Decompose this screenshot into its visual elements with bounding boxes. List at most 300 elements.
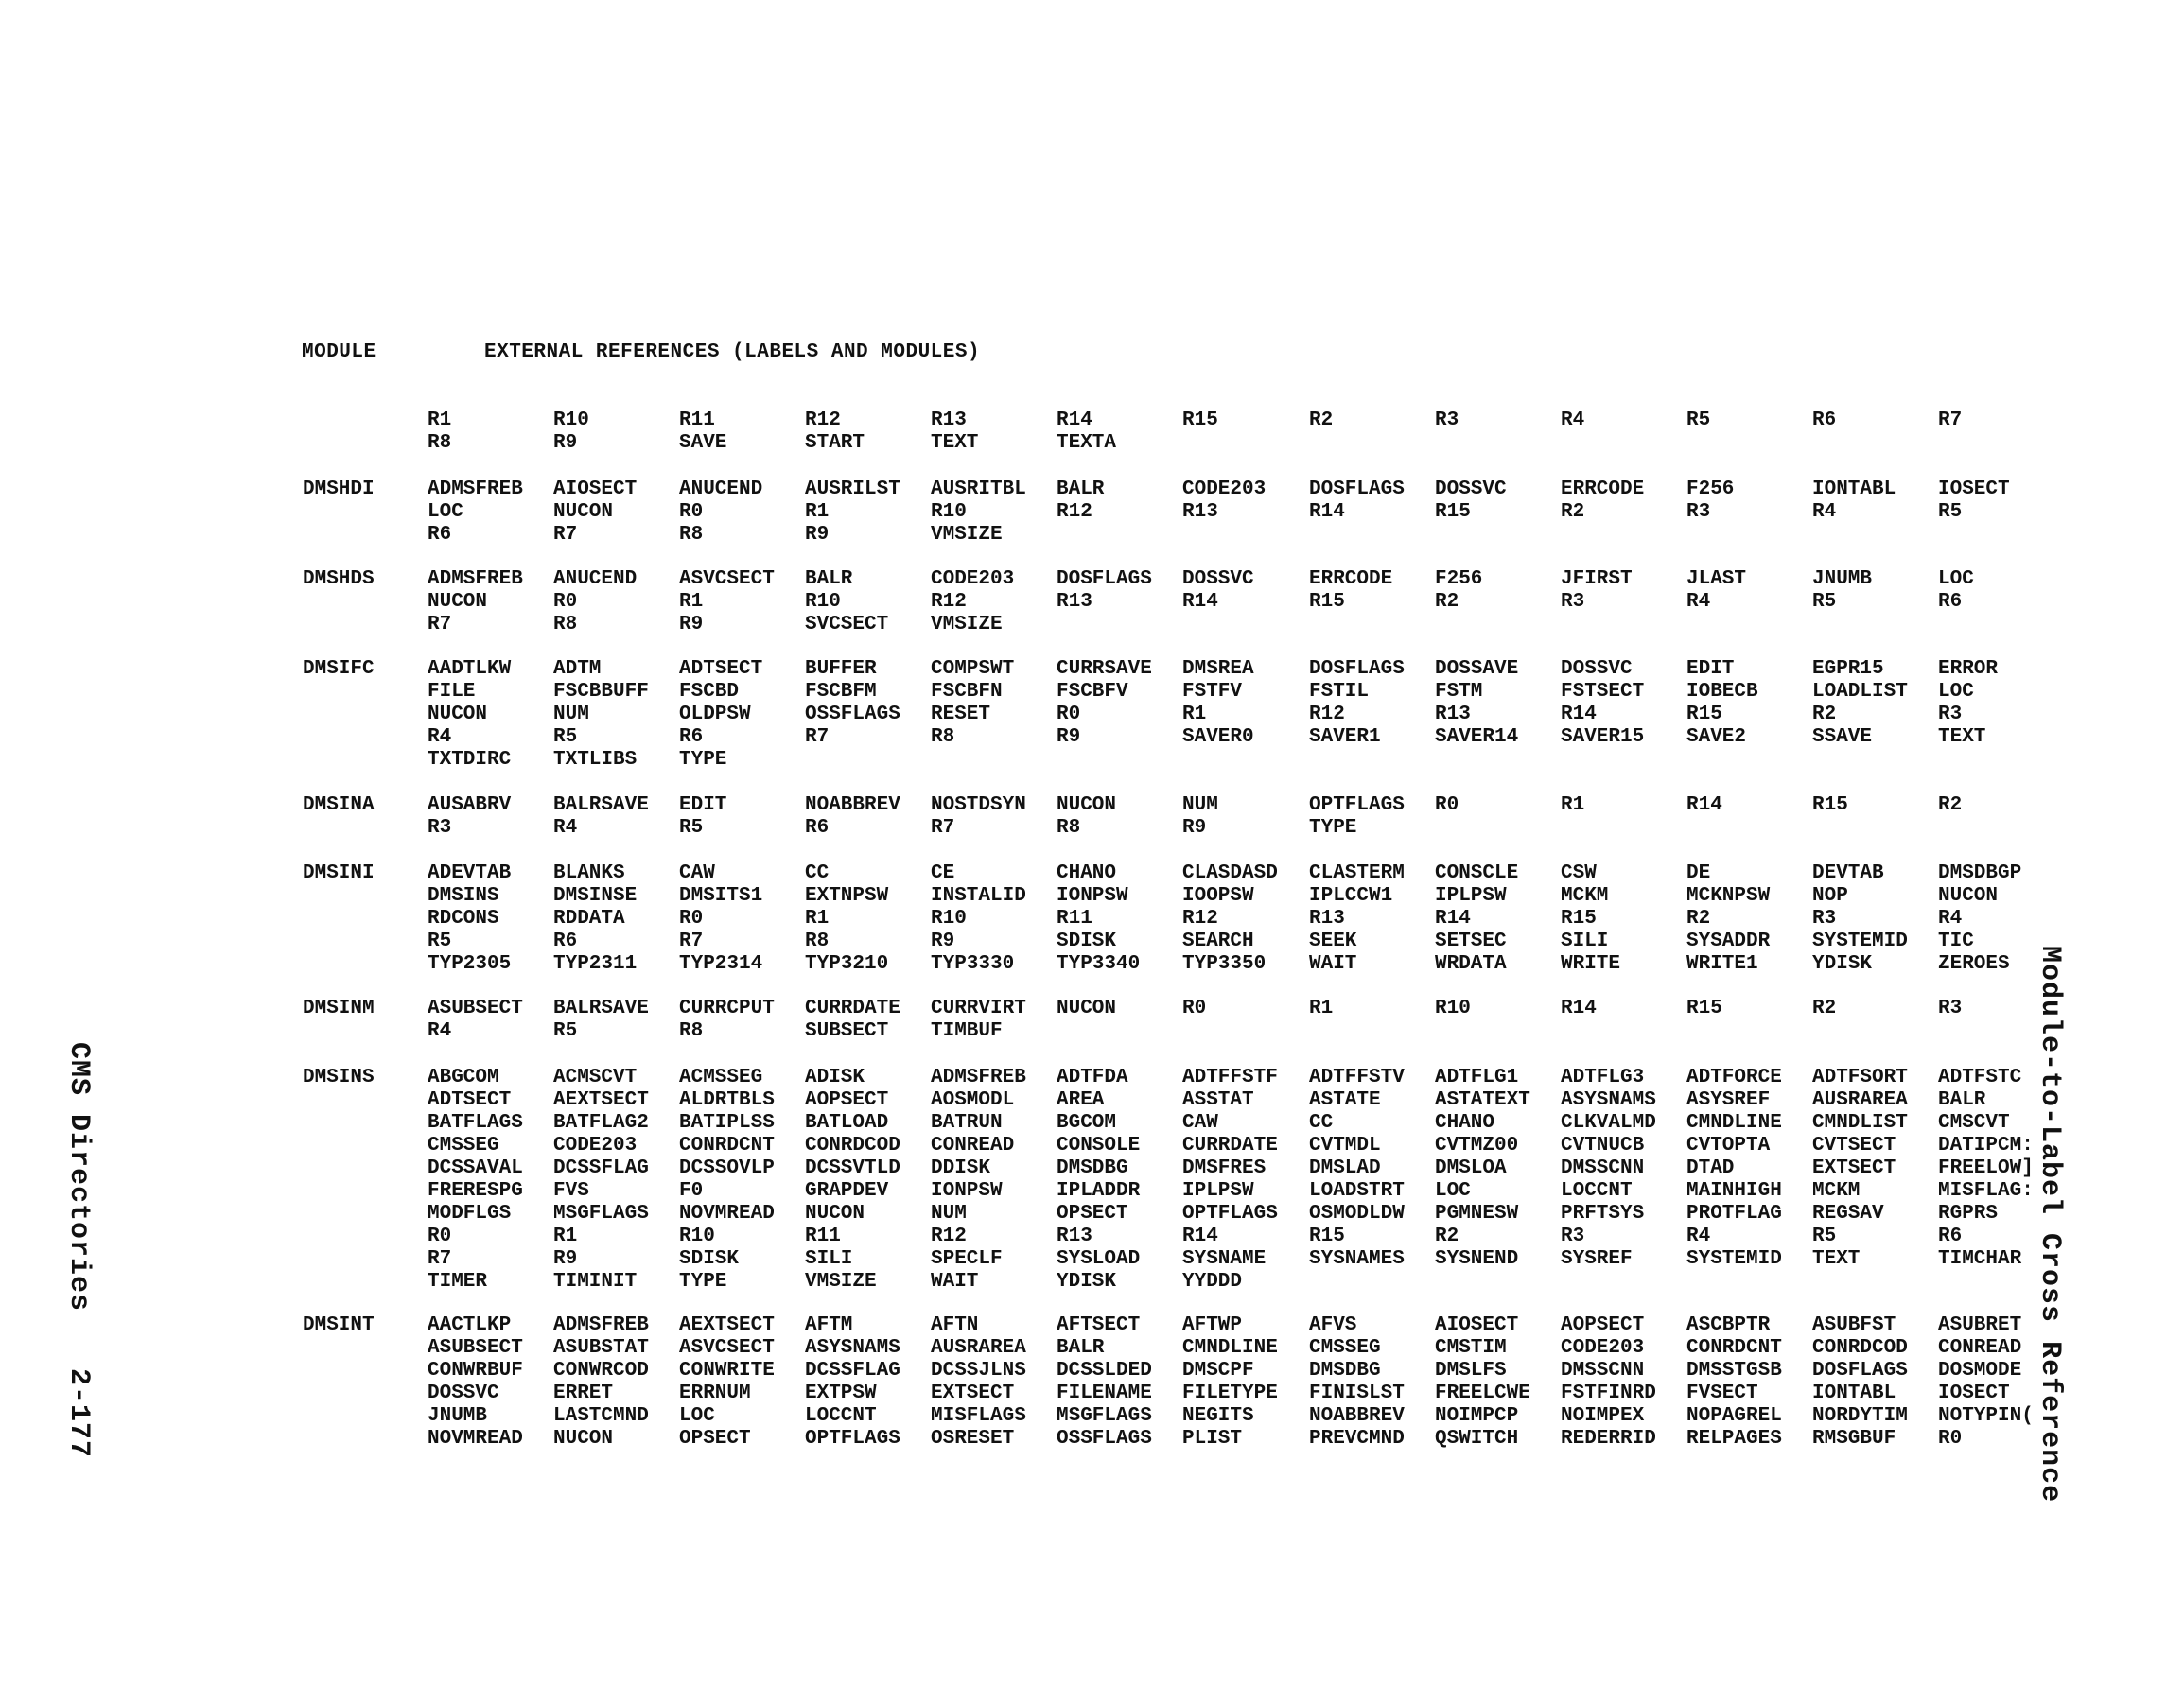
reference-label: CLASTERM bbox=[1309, 862, 1405, 884]
reference-label: R7 bbox=[1938, 409, 1963, 431]
reference-label: BALRSAVE bbox=[553, 794, 649, 816]
reference-label: SSAVE bbox=[1812, 726, 1873, 748]
reference-label: CURRDATE bbox=[805, 998, 900, 1019]
reference-label: RDCONS bbox=[428, 908, 499, 930]
reference-label: QSWITCH bbox=[1435, 1428, 1519, 1450]
reference-label: BLANKS bbox=[553, 862, 625, 884]
reference-label: R15 bbox=[1686, 998, 1722, 1019]
reference-label: R6 bbox=[428, 524, 452, 546]
reference-label: FSTFINRD bbox=[1561, 1383, 1656, 1404]
reference-label: LOC bbox=[1435, 1180, 1471, 1202]
reference-label: LOCCNT bbox=[805, 1405, 877, 1427]
reference-label: TYP2305 bbox=[428, 953, 512, 975]
reference-label: DDISK bbox=[931, 1157, 991, 1179]
reference-label: AUSRILST bbox=[805, 478, 900, 500]
reference-label: AADTLKW bbox=[428, 658, 512, 680]
reference-label: R6 bbox=[1938, 591, 1963, 613]
reference-label: CONREAD bbox=[931, 1135, 1015, 1157]
reference-label: OLDPSW bbox=[679, 704, 751, 725]
reference-label: GRAPDEV bbox=[805, 1180, 889, 1202]
reference-label: SUBSECT bbox=[805, 1020, 889, 1042]
reference-label: EXTNPSW bbox=[805, 885, 889, 907]
reference-label: R9 bbox=[1057, 726, 1081, 748]
reference-label: SYSNEND bbox=[1435, 1248, 1519, 1270]
reference-label: TEXTA bbox=[1057, 432, 1117, 454]
reference-label: BATFLAGS bbox=[428, 1112, 523, 1134]
reference-label: R1 bbox=[1182, 704, 1207, 725]
reference-label: R5 bbox=[1812, 1226, 1837, 1247]
reference-label: EXTSECT bbox=[931, 1383, 1015, 1404]
reference-label: PREVCMND bbox=[1309, 1428, 1405, 1450]
reference-label: DMSSCNN bbox=[1561, 1360, 1645, 1382]
reference-label: CMSSEG bbox=[428, 1135, 499, 1157]
reference-label: R3 bbox=[1812, 908, 1837, 930]
reference-label: DCSSVTLD bbox=[805, 1157, 900, 1179]
reference-label: CONRDCOD bbox=[1812, 1337, 1908, 1359]
reference-label: ASVCSECT bbox=[679, 568, 775, 590]
reference-label: R2 bbox=[1812, 998, 1837, 1019]
reference-label: AFTM bbox=[805, 1314, 853, 1336]
reference-label: R8 bbox=[679, 524, 704, 546]
reference-label: SAVER14 bbox=[1435, 726, 1519, 748]
reference-label: DEVTAB bbox=[1812, 862, 1884, 884]
reference-label: R10 bbox=[931, 501, 967, 523]
reference-label: FSCBFV bbox=[1057, 681, 1128, 703]
reference-label: R3 bbox=[1938, 998, 1963, 1019]
reference-label: R5 bbox=[1686, 409, 1711, 431]
reference-label: R0 bbox=[679, 501, 704, 523]
reference-label: R7 bbox=[553, 524, 578, 546]
reference-label: R14 bbox=[1435, 908, 1471, 930]
reference-label: ASTATEXT bbox=[1435, 1089, 1530, 1111]
reference-label: TIMINIT bbox=[553, 1271, 638, 1293]
reference-label: AEXTSECT bbox=[679, 1314, 775, 1336]
reference-label: R1 bbox=[428, 409, 452, 431]
reference-label: R9 bbox=[805, 524, 830, 546]
reference-label: R5 bbox=[553, 726, 578, 748]
reference-label: SAVER0 bbox=[1182, 726, 1254, 748]
reference-label: CVTSECT bbox=[1812, 1135, 1896, 1157]
reference-label: ASTATE bbox=[1309, 1089, 1381, 1111]
reference-label: TEXT bbox=[1812, 1248, 1861, 1270]
reference-label: TYP3350 bbox=[1182, 953, 1267, 975]
reference-label: TIMER bbox=[428, 1271, 488, 1293]
reference-label: CE bbox=[931, 862, 955, 884]
reference-label: AEXTSECT bbox=[553, 1089, 649, 1111]
reference-label: ADTFSORT bbox=[1812, 1067, 1908, 1088]
reference-label: DOSFLAGS bbox=[1309, 478, 1405, 500]
reference-label: ASUBSECT bbox=[428, 1337, 523, 1359]
reference-label: DMSCPF bbox=[1182, 1360, 1254, 1382]
reference-label: FREELOW] bbox=[1938, 1157, 2034, 1179]
reference-label: OSSFLAGS bbox=[1057, 1428, 1152, 1450]
reference-label: BALR bbox=[1938, 1089, 1986, 1111]
reference-label: R5 bbox=[1812, 591, 1837, 613]
reference-label: DOSSVC bbox=[428, 1383, 499, 1404]
reference-label: NOSTDSYN bbox=[931, 794, 1026, 816]
reference-label: R2 bbox=[1686, 908, 1711, 930]
reference-label: R5 bbox=[679, 817, 704, 839]
reference-label: CURRDATE bbox=[1182, 1135, 1278, 1157]
reference-label: MSGFLAGS bbox=[1057, 1405, 1152, 1427]
reference-label: PGMNESW bbox=[1435, 1203, 1519, 1225]
reference-label: ASYSNAMS bbox=[805, 1337, 900, 1359]
reference-label: PROTFLAG bbox=[1686, 1203, 1782, 1225]
reference-label: SYSLOAD bbox=[1057, 1248, 1141, 1270]
reference-label: LOCCNT bbox=[1561, 1180, 1633, 1202]
module-name: DMSHDI bbox=[303, 478, 375, 500]
reference-label: CURRSAVE bbox=[1057, 658, 1152, 680]
reference-label: R3 bbox=[1435, 409, 1459, 431]
reference-label: COMPSWT bbox=[931, 658, 1015, 680]
reference-label: R15 bbox=[1309, 1226, 1345, 1247]
reference-label: NUCON bbox=[428, 704, 488, 725]
reference-label: R10 bbox=[553, 409, 589, 431]
reference-label: FSCBFM bbox=[805, 681, 877, 703]
reference-label: SILI bbox=[805, 1248, 853, 1270]
reference-label: BATFLAG2 bbox=[553, 1112, 649, 1134]
reference-label: NUM bbox=[1182, 794, 1218, 816]
reference-label: DMSDBGP bbox=[1938, 862, 2022, 884]
reference-label: R4 bbox=[1938, 908, 1963, 930]
reference-label: DMSITS1 bbox=[679, 885, 763, 907]
reference-label: ADTFFSTF bbox=[1182, 1067, 1278, 1088]
reference-label: MISFLAG: bbox=[1938, 1180, 2034, 1202]
reference-label: EGPR15 bbox=[1812, 658, 1884, 680]
reference-label: FSCBD bbox=[679, 681, 740, 703]
reference-label: R15 bbox=[1812, 794, 1848, 816]
reference-label: OSRESET bbox=[931, 1428, 1015, 1450]
reference-label: R0 bbox=[1182, 998, 1207, 1019]
reference-label: FINISLST bbox=[1309, 1383, 1405, 1404]
reference-label: R12 bbox=[931, 1226, 967, 1247]
module-name: DMSINS bbox=[303, 1067, 375, 1088]
reference-label: R0 bbox=[679, 908, 704, 930]
reference-label: F256 bbox=[1435, 568, 1483, 590]
reference-label: SILI bbox=[1561, 930, 1609, 952]
reference-label: RMSGBUF bbox=[1812, 1428, 1896, 1450]
reference-label: NOVMREAD bbox=[428, 1428, 523, 1450]
reference-label: SAVE bbox=[679, 432, 727, 454]
reference-label: PLIST bbox=[1182, 1428, 1243, 1450]
reference-label: LOC bbox=[1938, 568, 1974, 590]
reference-label: DCSSLDED bbox=[1057, 1360, 1152, 1382]
reference-label: RDDATA bbox=[553, 908, 625, 930]
reference-label: IONPSW bbox=[931, 1180, 1003, 1202]
reference-label: YYDDD bbox=[1182, 1271, 1243, 1293]
module-name: DMSHDS bbox=[303, 568, 375, 590]
reference-label: SYSNAMES bbox=[1309, 1248, 1405, 1270]
reference-label: MODFLGS bbox=[428, 1203, 512, 1225]
reference-label: IONPSW bbox=[1057, 885, 1128, 907]
reference-label: SAVE2 bbox=[1686, 726, 1747, 748]
running-title-right: Module-to-Label Cross Reference bbox=[2034, 946, 2066, 1504]
reference-label: ADTFDA bbox=[1057, 1067, 1128, 1088]
reference-label: CURRCPUT bbox=[679, 998, 775, 1019]
reference-label: CLKVALMD bbox=[1561, 1112, 1656, 1134]
reference-label: EDIT bbox=[679, 794, 727, 816]
reference-label: R8 bbox=[428, 432, 452, 454]
reference-label: R0 bbox=[1435, 794, 1459, 816]
reference-label: AFTN bbox=[931, 1314, 979, 1336]
reference-label: ADTFLG3 bbox=[1561, 1067, 1645, 1088]
reference-label: ADTFSTC bbox=[1938, 1067, 2022, 1088]
reference-label: ACMSCVT bbox=[553, 1067, 638, 1088]
reference-label: AFTSECT bbox=[1057, 1314, 1141, 1336]
reference-label: ASUBFST bbox=[1812, 1314, 1896, 1336]
reference-label: ASUBRET bbox=[1938, 1314, 2022, 1336]
reference-label: ASYSREF bbox=[1686, 1089, 1771, 1111]
reference-label: JFIRST bbox=[1561, 568, 1633, 590]
reference-label: R14 bbox=[1686, 794, 1722, 816]
reference-label: DMSLFS bbox=[1435, 1360, 1507, 1382]
reference-label: ANUCEND bbox=[553, 568, 638, 590]
reference-label: CONRDCNT bbox=[679, 1135, 775, 1157]
reference-label: R15 bbox=[1435, 501, 1471, 523]
reference-label: LOC bbox=[1938, 681, 1974, 703]
reference-label: IPLADDR bbox=[1057, 1180, 1141, 1202]
reference-label: RGPRS bbox=[1938, 1203, 1999, 1225]
reference-label: CMSTIM bbox=[1435, 1337, 1507, 1359]
reference-label: NOIMPCP bbox=[1435, 1405, 1519, 1427]
reference-label: TIMBUF bbox=[931, 1020, 1003, 1042]
reference-label: FILETYPE bbox=[1182, 1383, 1278, 1404]
reference-label: R15 bbox=[1309, 591, 1345, 613]
reference-label: OPSECT bbox=[679, 1428, 751, 1450]
reference-label: BALR bbox=[805, 568, 853, 590]
reference-label: F0 bbox=[679, 1180, 704, 1202]
reference-label: CONWRCOD bbox=[553, 1360, 649, 1382]
reference-label: IOBECB bbox=[1686, 681, 1758, 703]
reference-label: F256 bbox=[1686, 478, 1735, 500]
reference-label: CONWRITE bbox=[679, 1360, 775, 1382]
reference-label: ERROR bbox=[1938, 658, 1999, 680]
reference-label: FSCBFN bbox=[931, 681, 1003, 703]
reference-label: WRDATA bbox=[1435, 953, 1507, 975]
reference-label: R11 bbox=[679, 409, 715, 431]
reference-label: DE bbox=[1686, 862, 1711, 884]
reference-label: CVTMZ00 bbox=[1435, 1135, 1519, 1157]
reference-label: R0 bbox=[553, 591, 578, 613]
reference-label: SETSEC bbox=[1435, 930, 1507, 952]
reference-label: CURRVIRT bbox=[931, 998, 1026, 1019]
reference-label: R12 bbox=[1182, 908, 1218, 930]
reference-label: DCSSFLAG bbox=[553, 1157, 649, 1179]
reference-label: ACMSSEG bbox=[679, 1067, 763, 1088]
reference-label: R5 bbox=[553, 1020, 578, 1042]
reference-label: NUCON bbox=[1057, 998, 1117, 1019]
reference-label: VMSIZE bbox=[931, 614, 1003, 635]
reference-label: DCSSJLNS bbox=[931, 1360, 1026, 1382]
reference-label: R4 bbox=[428, 726, 452, 748]
reference-label: NOP bbox=[1812, 885, 1848, 907]
reference-label: NUCON bbox=[553, 501, 614, 523]
reference-label: R15 bbox=[1686, 704, 1722, 725]
reference-label: DOSFLAGS bbox=[1057, 568, 1152, 590]
reference-label: DMSSTGSB bbox=[1686, 1360, 1782, 1382]
reference-label: R4 bbox=[1812, 501, 1837, 523]
reference-label: DOSSVC bbox=[1561, 658, 1633, 680]
reference-label: R1 bbox=[805, 908, 830, 930]
reference-label: R14 bbox=[1309, 501, 1345, 523]
reference-label: JLAST bbox=[1686, 568, 1747, 590]
reference-label: R4 bbox=[553, 817, 578, 839]
reference-label: SAVER15 bbox=[1561, 726, 1645, 748]
reference-label: FSTFV bbox=[1182, 681, 1243, 703]
reference-label: ADTFLG1 bbox=[1435, 1067, 1519, 1088]
reference-label: R8 bbox=[931, 726, 955, 748]
reference-label: CODE203 bbox=[1182, 478, 1267, 500]
reference-label: DOSSVC bbox=[1435, 478, 1507, 500]
reference-label: FSTM bbox=[1435, 681, 1483, 703]
reference-label: ASUBSECT bbox=[428, 998, 523, 1019]
reference-label: DMSREA bbox=[1182, 658, 1254, 680]
reference-label: FSTSECT bbox=[1561, 681, 1645, 703]
reference-label: FRERESPG bbox=[428, 1180, 523, 1202]
reference-label: R12 bbox=[931, 591, 967, 613]
reference-label: ZEROES bbox=[1938, 953, 2010, 975]
reference-label: TYP2311 bbox=[553, 953, 638, 975]
reference-label: ADTFFSTV bbox=[1309, 1067, 1405, 1088]
reference-label: JNUMB bbox=[428, 1405, 488, 1427]
reference-label: SVCSECT bbox=[805, 614, 889, 635]
reference-label: ASYSNAMS bbox=[1561, 1089, 1656, 1111]
reference-label: RELPAGES bbox=[1686, 1428, 1782, 1450]
reference-label: IPLCCW1 bbox=[1309, 885, 1393, 907]
reference-label: DOSSVC bbox=[1182, 568, 1254, 590]
reference-label: R0 bbox=[1938, 1428, 1963, 1450]
reference-label: R4 bbox=[1561, 409, 1585, 431]
reference-label: CODE203 bbox=[553, 1135, 638, 1157]
reference-label: R9 bbox=[553, 1248, 578, 1270]
reference-label: SYSTEMID bbox=[1686, 1248, 1782, 1270]
reference-label: BUFFER bbox=[805, 658, 877, 680]
reference-label: SAVER1 bbox=[1309, 726, 1381, 748]
reference-label: AOPSECT bbox=[1561, 1314, 1645, 1336]
reference-label: R4 bbox=[1686, 1226, 1711, 1247]
reference-label: ALDRTBLS bbox=[679, 1089, 775, 1111]
reference-label: R8 bbox=[1057, 817, 1081, 839]
module-name: DMSINA bbox=[303, 794, 375, 816]
reference-label: SYSNAME bbox=[1182, 1248, 1267, 1270]
reference-label: CONWRBUF bbox=[428, 1360, 523, 1382]
reference-label: R7 bbox=[931, 817, 955, 839]
reference-label: WAIT bbox=[931, 1271, 979, 1293]
reference-label: CVTOPTA bbox=[1686, 1135, 1771, 1157]
reference-label: DCSSFLAG bbox=[805, 1360, 900, 1382]
reference-label: IOSECT bbox=[1938, 478, 2010, 500]
module-name: DMSIFC bbox=[303, 658, 375, 680]
reference-label: FREELCWE bbox=[1435, 1383, 1530, 1404]
reference-label: INSTALID bbox=[931, 885, 1026, 907]
reference-label: MAINHIGH bbox=[1686, 1180, 1782, 1202]
reference-label: BALRSAVE bbox=[553, 998, 649, 1019]
reference-label: ADMSFREB bbox=[553, 1314, 649, 1336]
reference-label: NEGITS bbox=[1182, 1405, 1254, 1427]
module-column-header: MODULE bbox=[302, 341, 376, 363]
reference-label: SDISK bbox=[1057, 930, 1117, 952]
reference-label: AREA bbox=[1057, 1089, 1105, 1111]
reference-label: MSGFLAGS bbox=[553, 1203, 649, 1225]
reference-label: CVTNUCB bbox=[1561, 1135, 1645, 1157]
reference-label: CC bbox=[805, 862, 830, 884]
reference-label: DMSLOA bbox=[1435, 1157, 1507, 1179]
reference-label: WRITE1 bbox=[1686, 953, 1758, 975]
reference-label: RESET bbox=[931, 704, 991, 725]
reference-label: CC bbox=[1309, 1112, 1334, 1134]
reference-label: EXTPSW bbox=[805, 1383, 877, 1404]
reference-label: WRITE bbox=[1561, 953, 1621, 975]
reference-label: DOSSAVE bbox=[1435, 658, 1519, 680]
reference-label: JNUMB bbox=[1812, 568, 1873, 590]
reference-label: ADMSFREB bbox=[428, 568, 523, 590]
reference-label: NUCON bbox=[428, 591, 488, 613]
reference-label: ASSTAT bbox=[1182, 1089, 1254, 1111]
reference-label: R10 bbox=[1435, 998, 1471, 1019]
module-name: DMSINI bbox=[303, 862, 375, 884]
reference-label: DMSINSE bbox=[553, 885, 638, 907]
reference-label: NOABBREV bbox=[1309, 1405, 1405, 1427]
reference-label: ABGCOM bbox=[428, 1067, 499, 1088]
reference-label: ADISK bbox=[805, 1067, 865, 1088]
reference-label: R9 bbox=[1182, 817, 1207, 839]
reference-label: R12 bbox=[1309, 704, 1345, 725]
reference-label: OSSFLAGS bbox=[805, 704, 900, 725]
reference-label: ASUBSTAT bbox=[553, 1337, 649, 1359]
reference-label: AOSMODL bbox=[931, 1089, 1015, 1111]
reference-label: AUSABRV bbox=[428, 794, 512, 816]
reference-label: CODE203 bbox=[931, 568, 1015, 590]
reference-label: VMSIZE bbox=[805, 1271, 877, 1293]
reference-label: R15 bbox=[1182, 409, 1218, 431]
reference-label: TIC bbox=[1938, 930, 1974, 952]
reference-label: R13 bbox=[1182, 501, 1218, 523]
reference-label: AFVS bbox=[1309, 1314, 1357, 1336]
reference-label: NUCON bbox=[553, 1428, 614, 1450]
reference-label: TYPE bbox=[679, 749, 727, 771]
reference-label: DCSSOVLP bbox=[679, 1157, 775, 1179]
reference-label: DMSLAD bbox=[1309, 1157, 1381, 1179]
reference-label: R9 bbox=[931, 930, 955, 952]
reference-label: FILE bbox=[428, 681, 476, 703]
reference-label: R13 bbox=[1435, 704, 1471, 725]
reference-label: R2 bbox=[1309, 409, 1334, 431]
reference-label: R9 bbox=[679, 614, 704, 635]
reference-label: ADMSFREB bbox=[931, 1067, 1026, 1088]
reference-label: CSW bbox=[1561, 862, 1597, 884]
reference-label: AFTWP bbox=[1182, 1314, 1243, 1336]
reference-label: NOVMREAD bbox=[679, 1203, 775, 1225]
reference-label: R6 bbox=[805, 817, 830, 839]
reference-label: DOSMODE bbox=[1938, 1360, 2022, 1382]
reference-label: R4 bbox=[428, 1020, 452, 1042]
reference-label: NUCON bbox=[805, 1203, 865, 1225]
reference-label: AIOSECT bbox=[1435, 1314, 1519, 1336]
reference-label: R14 bbox=[1561, 704, 1597, 725]
reference-label: R1 bbox=[1309, 998, 1334, 1019]
reference-label: CONSCLE bbox=[1435, 862, 1519, 884]
reference-label: R3 bbox=[1561, 591, 1585, 613]
reference-label: NOTYPIN( bbox=[1938, 1405, 2034, 1427]
reference-label: CONSOLE bbox=[1057, 1135, 1141, 1157]
reference-label: OPTFLAGS bbox=[1309, 794, 1405, 816]
reference-label: IONTABL bbox=[1812, 1383, 1896, 1404]
reference-label: IOSECT bbox=[1938, 1383, 2010, 1404]
reference-label: ERRCODE bbox=[1561, 478, 1645, 500]
reference-label: DMSDBG bbox=[1309, 1360, 1381, 1382]
reference-label: OSMODLDW bbox=[1309, 1203, 1405, 1225]
reference-label: R7 bbox=[805, 726, 830, 748]
